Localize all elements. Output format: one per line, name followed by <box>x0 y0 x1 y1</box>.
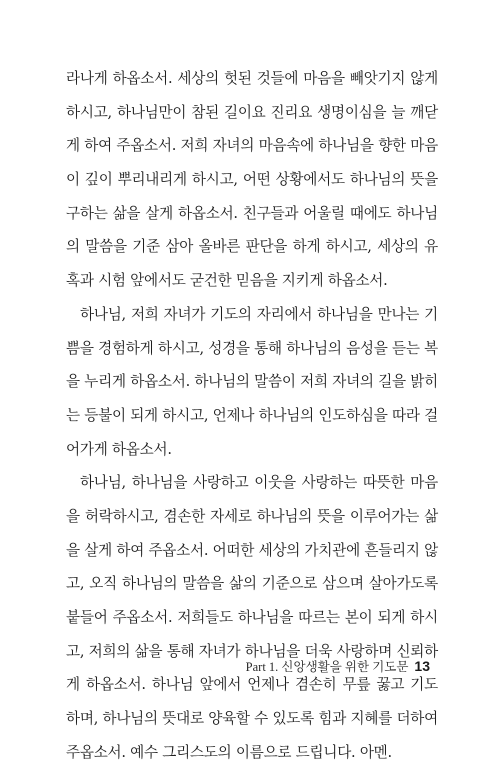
text-line: 하시고, 하나님만이 참된 길이요 진리요 생명이심을 늘 깨닫 <box>66 103 438 121</box>
text-line: 하며, 하나님의 뜻대로 양육할 수 있도록 힘과 지혜를 더하여 <box>66 710 438 728</box>
paragraph-first-line: 하나님, 저희 자녀가 기도의 자리에서 하나님을 만나는 기 <box>80 305 438 323</box>
text-line: 의 말씀을 기준 삼아 올바른 판단을 하게 하시고, 세상의 유 <box>66 238 438 256</box>
text-line: 을 살게 하여 주옵소서. 어떠한 세상의 가치관에 흔들리지 않 <box>66 541 438 559</box>
text-line: 게 하옵소서. 하나님 앞에서 언제나 겸손히 무릎 꿇고 기도 <box>66 676 438 694</box>
text-line: 는 등불이 되게 하시고, 언제나 하나님의 인도하심을 따라 걸 <box>66 406 438 424</box>
text-line: 이 깊이 뿌리내리게 하시고, 어떤 상황에서도 하나님의 뜻을 <box>66 171 438 189</box>
text-line: 쁨을 경험하게 하시고, 성경을 통해 하나님의 음성을 듣는 복 <box>66 339 438 357</box>
text-line: 혹과 시험 앞에서도 굳건한 믿음을 지키게 하옵소서. <box>66 272 388 290</box>
text-line: 고, 저희의 삶을 통해 자녀가 하나님을 더욱 사랑하며 신뢰하 <box>66 642 438 660</box>
text-line: 붙들어 주옵소서. 저희들도 하나님을 따르는 본이 되게 하시 <box>66 609 438 626</box>
text-line: 을 허락하시고, 겸손한 자세로 하나님의 뜻을 이루어가는 삶 <box>66 507 438 525</box>
text-line: 고, 오직 하나님의 말씀을 삶의 기준으로 삼으며 살아가도록 <box>66 575 438 593</box>
text-line: 라나게 하옵소서. 세상의 헛된 것들에 마음을 빼앗기지 않게 <box>66 70 438 87</box>
text-line: 구하는 삶을 살게 하옵소서. 친구들과 어울릴 때에도 하나님 <box>66 204 438 222</box>
text-line: 주옵소서. 예수 그리스도의 이름으로 드립니다. 아멘. <box>66 743 392 761</box>
text-line: 을 누리게 하옵소서. 하나님의 말씀이 저희 자녀의 길을 밝히 <box>66 373 438 391</box>
text-line: 게 하여 주옵소서. 저희 자녀의 마음속에 하나님을 향한 마음 <box>66 137 438 155</box>
part-title: Part 1. 신앙생활을 위한 기도문 <box>245 660 409 674</box>
page-number: 13 <box>414 658 430 674</box>
text-line: 어가게 하옵소서. <box>66 440 172 458</box>
running-footer <box>246 656 430 676</box>
paragraph-first-line: 하나님, 하나님을 사랑하고 이웃을 사랑하는 따뜻한 마음 <box>80 474 438 492</box>
